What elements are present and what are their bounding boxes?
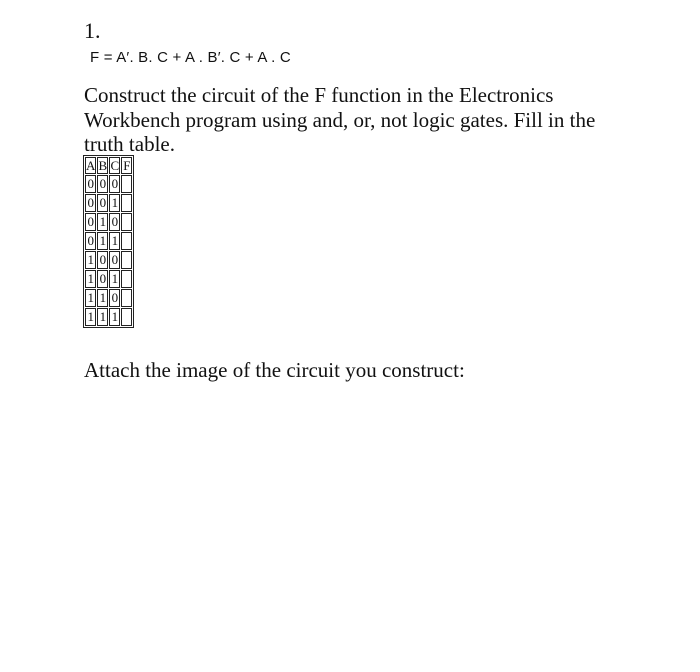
header-f: F: [123, 158, 131, 173]
function-formula: F = A′. B. C + A . B′. C + A . C: [90, 49, 291, 66]
cell-b: 1: [97, 289, 108, 307]
cell-c: 1: [109, 308, 120, 326]
cell-c: 0: [109, 251, 120, 269]
cell-f[interactable]: [121, 194, 132, 212]
cell-a: 1: [85, 308, 96, 326]
cell-f[interactable]: [121, 251, 132, 269]
header-b: B: [98, 158, 108, 173]
cell-a: 0: [85, 194, 96, 212]
cell-a: 1: [85, 270, 96, 288]
table-row: [85, 308, 132, 326]
cell-c: 0: [109, 289, 120, 307]
truth-table-header-row: [85, 157, 132, 174]
cell-b: 0: [97, 175, 108, 193]
cell-b: 0: [97, 270, 108, 288]
cell-b: 0: [97, 251, 108, 269]
instructions-text: Construct the circuit of the F function in the Electronics Workbench program using and, or, not logic gates. Fill in the truth table.: [84, 83, 596, 156]
cell-f[interactable]: [121, 289, 132, 307]
question-number: 1.: [84, 18, 101, 43]
cell-b: 0: [97, 194, 108, 212]
cell-c: 0: [109, 175, 120, 193]
cell-c: 0: [109, 213, 120, 231]
table-row: [85, 175, 132, 193]
cell-a: 0: [85, 213, 96, 231]
table-row: [85, 270, 132, 288]
cell-c: 1: [109, 232, 120, 250]
cell-a: 0: [85, 232, 96, 250]
table-row: [85, 213, 132, 231]
cell-b: 1: [97, 232, 108, 250]
truth-table: [83, 155, 134, 328]
cell-c: 1: [109, 194, 120, 212]
cell-f[interactable]: [121, 213, 132, 231]
header-c: C: [110, 158, 120, 173]
table-row: [85, 251, 132, 269]
cell-f[interactable]: [121, 175, 132, 193]
table-row: [85, 194, 132, 212]
cell-f[interactable]: [121, 308, 132, 326]
cell-f[interactable]: [121, 270, 132, 288]
cell-b: 1: [97, 308, 108, 326]
header-a: A: [86, 158, 96, 173]
table-row: [85, 232, 132, 250]
cell-a: 1: [85, 251, 96, 269]
cell-b: 1: [97, 213, 108, 231]
table-row: [85, 289, 132, 307]
attach-prompt: Attach the image of the circuit you construct:: [84, 358, 465, 382]
cell-a: 0: [85, 175, 96, 193]
cell-f[interactable]: [121, 232, 132, 250]
cell-a: 1: [85, 289, 96, 307]
cell-c: 1: [109, 270, 120, 288]
